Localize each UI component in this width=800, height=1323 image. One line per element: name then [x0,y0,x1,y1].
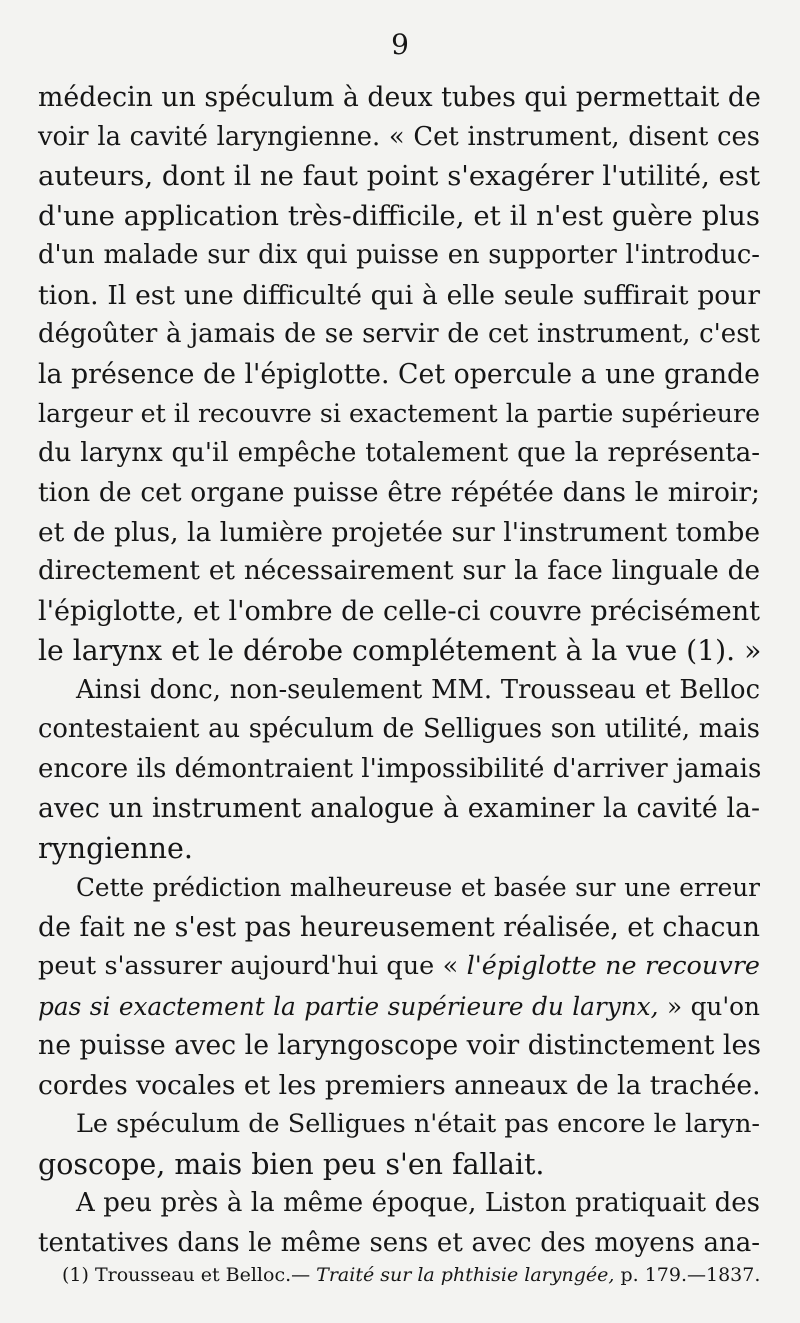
body-text [38,78,760,1263]
quote-italic: pas si exactement la partie supérieure du larynx, [38,991,659,1021]
text-line: directement et nécessairement sur la face linguale de [38,556,760,586]
text-line: le larynx et le dérobe complétement à la vue (1). » [38,634,762,667]
paragraph-start-line: A peu près à la même époque, Liston pratiquait des [76,1188,760,1218]
text-line-with-quote [38,947,760,987]
page-number: 9 [391,28,409,61]
text-line: l'épiglotte, et l'ombre de celle-ci couvre précisément [38,595,760,627]
quote-intro: peut s'assurer aujourd'hui que « [38,951,467,981]
text-line: largeur et il recouvre si exactement la partie supérieure [38,399,761,428]
text-line: ne puisse avec le laryngoscope voir distinctement les [38,1030,762,1061]
quote-close: » qu'on [658,991,760,1021]
footnote-ref: (1) Trousseau et Belloc.— [62,1264,317,1286]
text-line: auteurs, dont il ne faut point s'exagérer l'utilité, est [38,160,760,192]
text-line-with-quote [38,987,760,1027]
text-line: tion. Il est une difficulté qui à elle seule suffirait pour [38,279,760,311]
text-line: d'une application très-difficile, et il n'est guère plus [38,199,760,232]
paragraph-start-line: Ainsi donc, non-seulement MM. Trousseau et Belloc [76,674,760,705]
text-line: dégoûter à jamais de se servir de cet instrument, c'est [38,319,760,349]
footnote [62,1262,762,1288]
paragraph-start-line: Le spéculum de Selligues n'était pas encore le laryn- [76,1109,760,1139]
text-line: goscope, mais bien peu s'en fallait. [38,1147,545,1181]
text-line: encore ils démontraient l'impossibilité d'arriver jamais [38,753,762,784]
text-line: voir la cavité laryngienne. « Cet instrument, disent ces [38,121,760,152]
text-line: ryngienne. [38,831,193,865]
footnote-title: Traité sur la phthisie laryngée, [316,1264,615,1286]
text-line: avec un instrument analogue à examiner la cavité la- [38,793,760,824]
paragraph-start-line: Cette prédiction malheureuse et basée sur une erreur [76,873,760,902]
text-line: contestaient au spéculum de Selligues son utilité, mais [38,714,760,744]
text-line: d'un malade sur dix qui puisse en supporter l'introduc- [38,240,760,270]
text-line: médecin un spéculum à deux tubes qui permettait de [38,82,761,113]
text-line: du larynx qu'il empêche totalement que la représenta- [38,437,760,468]
text-line: de fait ne s'est pas heureusement réalisée, et chacun [38,911,760,943]
text-line: et de plus, la lumière projetée sur l'instrument tombe [38,516,760,548]
text-line: tentatives dans le même sens et avec des moyens ana- [38,1227,760,1258]
footnote-citation: p. 179.—1837. [614,1264,761,1286]
text-line: cordes vocales et les premiers anneaux de la trachée. [38,1069,761,1101]
text-line: la présence de l'épiglotte. Cet opercule a une grande [38,358,760,390]
text-line: tion de cet organe puisse être répétée dans le miroir; [38,477,760,508]
quote-italic: l'épiglotte ne recouvre [466,951,761,981]
